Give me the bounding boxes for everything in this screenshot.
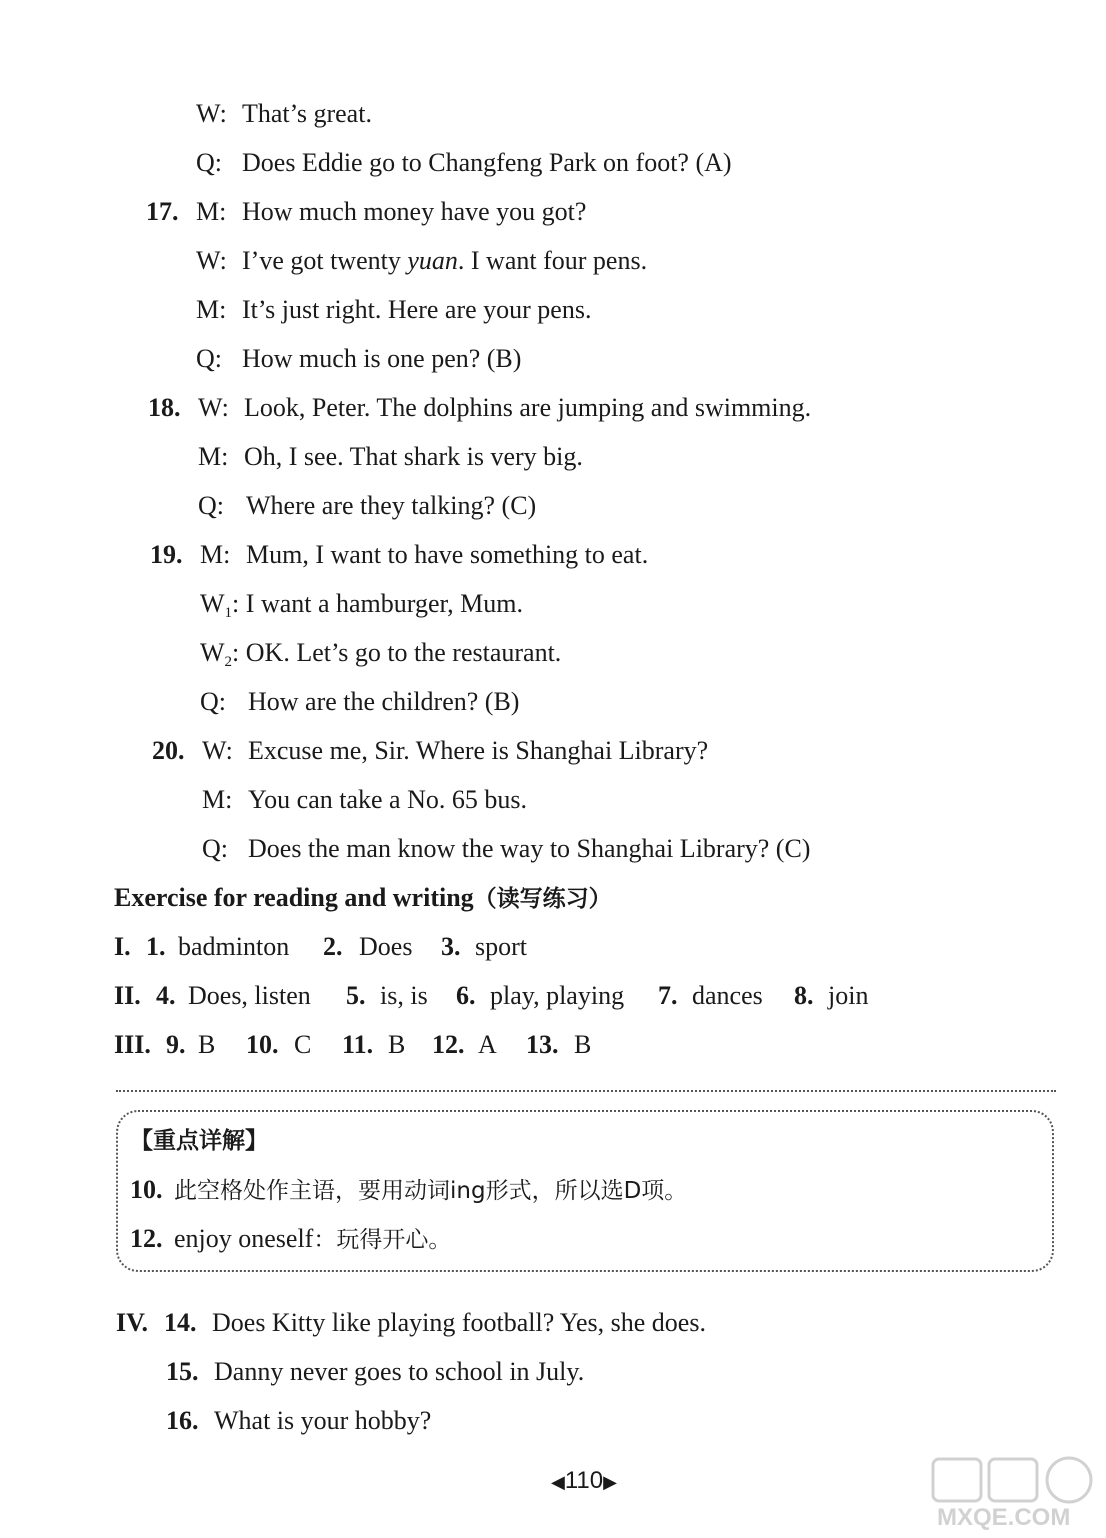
dialogue-text: I want a hamburger, Mum.	[245, 589, 523, 618]
speaker-label: Q:	[202, 834, 229, 863]
italic-word: yuan	[407, 246, 458, 275]
dialogue-text: I’ve got twenty yuan. I want four pens.	[242, 246, 648, 275]
dialogue-text: How much money have you got?	[242, 197, 587, 226]
question-number: 19.	[150, 540, 183, 569]
item-number: 15.	[166, 1357, 199, 1386]
dialogue-text: How much is one pen? (B)	[242, 344, 522, 373]
item-answer: join	[828, 981, 869, 1010]
dialogue-text: You can take a No. 65 bus.	[248, 785, 527, 814]
key-point-item	[130, 1175, 687, 1206]
answer-row-part4	[166, 1357, 584, 1387]
question-number: 18.	[148, 393, 181, 422]
key-point-item	[130, 1224, 451, 1255]
dialogue-line	[150, 540, 648, 570]
dialogue-line	[200, 687, 519, 717]
item-number: 16.	[166, 1406, 199, 1435]
item-answer: B	[574, 1030, 592, 1059]
note-text-cn: ：玩得开心。	[313, 1227, 452, 1253]
question-number: 20.	[152, 736, 185, 765]
item-answer: A	[478, 1030, 497, 1059]
dialogue-line	[196, 246, 647, 276]
dialogue-line	[146, 197, 586, 227]
section-heading-cn: （读写练习）	[473, 886, 612, 912]
watermark-logo	[925, 1455, 1100, 1531]
item-answer: B	[198, 1030, 216, 1059]
dialogue-text: Mum, I want to have something to eat.	[246, 540, 649, 569]
dialogue-line	[148, 393, 811, 423]
section-heading-en: Exercise for reading and writing	[114, 883, 474, 912]
key-points-title: 【重点详解】	[130, 1128, 268, 1154]
answer-row-part1	[114, 932, 527, 962]
svg-text:MXQE.COM: MXQE.COM	[937, 1504, 1071, 1531]
item-number: 3.	[441, 932, 461, 961]
item-number: 10.	[246, 1030, 279, 1059]
item-answer: play, playing	[490, 981, 625, 1010]
item-number: 14.	[164, 1308, 197, 1337]
speaker-label: W:	[196, 99, 227, 128]
answer-row-part2	[114, 981, 868, 1011]
dialogue-line	[196, 99, 372, 129]
speaker-label: Q:	[196, 344, 223, 373]
dialogue-line	[200, 589, 523, 619]
item-number: 8.	[794, 981, 814, 1010]
dialogue-text: Excuse me, Sir. Where is Shanghai Library?	[248, 736, 709, 765]
part-roman: IV.	[116, 1308, 149, 1337]
speaker-label: $W_1$:	[200, 589, 240, 621]
item-number: 6.	[456, 981, 476, 1010]
watermark-logo-icon	[925, 1455, 1100, 1531]
dialogue-text: Look, Peter. The dolphins are jumping and swimming.	[244, 393, 812, 422]
item-number: 7.	[658, 981, 678, 1010]
speaker-label: Q:	[198, 491, 225, 520]
item-answer: dances	[692, 981, 763, 1010]
item-answer: Does	[359, 932, 413, 961]
item-number: 4.	[156, 981, 176, 1010]
page-number-value: 110	[564, 1467, 604, 1494]
dialogue-text: OK. Let’s go to the restaurant.	[245, 638, 562, 667]
dialogue-line	[196, 344, 521, 374]
note-number: 10.	[130, 1175, 163, 1204]
item-answer: What is your hobby?	[214, 1406, 432, 1435]
dialogue-line	[198, 442, 583, 472]
speaker-label: Q:	[196, 148, 223, 177]
item-answer: Does Kitty like playing football? Yes, she does.	[212, 1308, 706, 1337]
speaker-label: M:	[196, 197, 227, 226]
dialogue-text: Where are they talking? (C)	[246, 491, 537, 520]
item-number: 11.	[342, 1030, 374, 1059]
part-roman: III.	[114, 1030, 151, 1059]
triangle-left-icon: ◀	[551, 1472, 565, 1492]
item-answer: C	[294, 1030, 312, 1059]
speaker-label: M:	[198, 442, 229, 471]
dialogue-line	[202, 785, 527, 815]
dialogue-line	[196, 295, 591, 325]
item-number: 12.	[432, 1030, 465, 1059]
item-answer: Danny never goes to school in July.	[214, 1357, 585, 1386]
speaker-label: M:	[202, 785, 233, 814]
speaker-label: W:	[202, 736, 233, 765]
section-divider	[116, 1090, 1056, 1092]
speaker-label: M:	[196, 295, 227, 324]
dialogue-line	[202, 834, 810, 864]
dialogue-text: Oh, I see. That shark is very big.	[244, 442, 583, 471]
part-roman: II.	[114, 981, 141, 1010]
dialogue-text: How are the children? (B)	[248, 687, 520, 716]
speaker-label: Q:	[200, 687, 227, 716]
dialogue-line	[152, 736, 708, 766]
speaker-label: W:	[198, 393, 229, 422]
item-number: 5.	[346, 981, 366, 1010]
question-number: 17.	[146, 197, 179, 226]
item-number: 2.	[323, 932, 343, 961]
dialogue-line	[200, 638, 561, 668]
item-number: 13.	[526, 1030, 559, 1059]
dialogue-text: It’s just right. Here are your pens.	[242, 295, 592, 324]
dialogue-text: That’s great.	[242, 99, 372, 128]
speaker-label: M:	[200, 540, 231, 569]
speaker-label: $W_2$:	[200, 638, 240, 670]
item-answer: Does, listen	[188, 981, 311, 1010]
item-answer: is, is	[380, 981, 428, 1010]
note-text: 此空格处作主语，要用动词ing形式，所以选D项。	[174, 1178, 688, 1204]
item-answer: badminton	[178, 932, 290, 961]
section-heading	[114, 883, 612, 914]
item-number: 1.	[146, 932, 166, 961]
answer-row-part4	[166, 1406, 431, 1436]
dialogue-line	[196, 148, 732, 178]
dialogue-line	[198, 491, 536, 521]
item-number: 9.	[166, 1030, 186, 1059]
answer-row-part3	[114, 1030, 591, 1060]
part-roman: I.	[114, 932, 131, 961]
page-number	[551, 1466, 617, 1497]
speaker-label: W:	[196, 246, 227, 275]
dialogue-text: Does the man know the way to Shanghai Library? (C)	[248, 834, 811, 863]
answer-row-part4	[116, 1308, 706, 1338]
note-text-en: enjoy oneself	[174, 1224, 314, 1253]
triangle-right-icon: ▶	[603, 1472, 617, 1492]
item-answer: B	[388, 1030, 406, 1059]
note-number: 12.	[130, 1224, 163, 1253]
dialogue-text: Does Eddie go to Changfeng Park on foot? (A)	[242, 148, 732, 177]
item-answer: sport	[475, 932, 527, 961]
